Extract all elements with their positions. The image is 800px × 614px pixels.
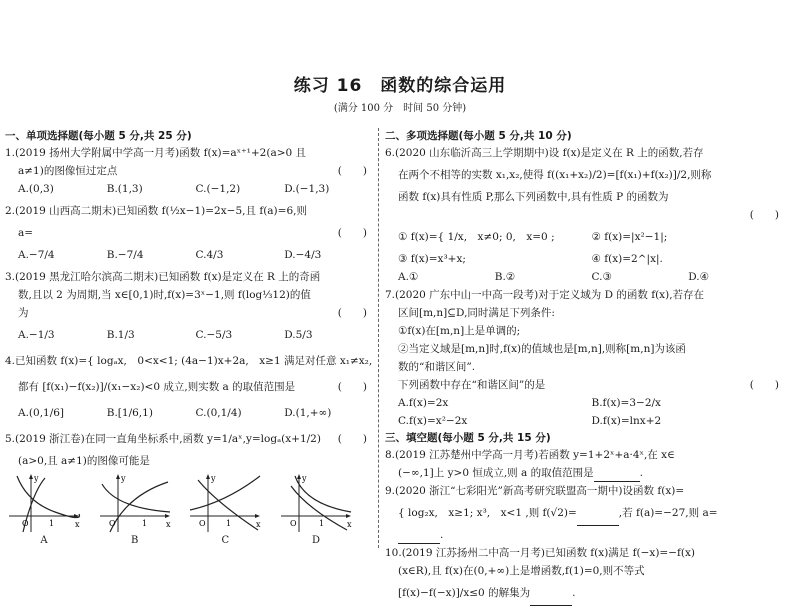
option-a[interactable]: A.(0,1/6] (18, 407, 65, 419)
svg-text:y: y (301, 474, 307, 483)
q6-items-row1 (385, 224, 785, 250)
q8-line1: 8.(2019 江苏楚州中学高一月考)若函数 y=1+2ˣ+a·4ˣ,在 x∈ (385, 449, 675, 461)
graph-d-label: D (311, 535, 320, 546)
q6-line2: 在两个不相等的实数 x₁,x₂,使得 f((x₁+x₂)/2)=[f(x₁)+f(x₂)]/2,则称 (398, 169, 712, 181)
graph-a-plot (5, 472, 83, 534)
svg-text:y: y (34, 474, 39, 483)
option-c[interactable]: C.4/3 (195, 249, 224, 261)
item-1: ① f(x)={ 1/x, x≠0; 0, x=0 ; (398, 231, 555, 243)
graph-c-label: C (221, 535, 230, 546)
q9-line3: . (385, 526, 785, 544)
option-c[interactable]: C.−5/3 (195, 329, 233, 341)
option-b[interactable]: B.[1/6,1) (106, 407, 153, 419)
question-3 (5, 268, 373, 348)
option-c[interactable]: C.(−1,2) (195, 183, 241, 195)
q8-line2: (−∞,1]上 y>0 恒成立,则 a 的取值范围是 . (385, 464, 785, 482)
section-single-choice-heading: 一、单项选择题(每小题 5 分,共 25 分) (5, 130, 192, 142)
graph-option-c[interactable] (186, 472, 264, 546)
item-4: ④ f(x)=2^|x|. (591, 253, 663, 265)
option-b[interactable]: B.−7/4 (106, 249, 144, 261)
question-8 (385, 446, 785, 482)
question-10 (385, 544, 785, 606)
answer-paren[interactable]: ( ) (337, 165, 367, 177)
option-b[interactable]: B.1/3 (106, 329, 135, 341)
option-b[interactable]: B.(1,3) (106, 183, 143, 195)
svg-text:O: O (22, 519, 29, 528)
question-9 (385, 482, 785, 544)
answer-blank[interactable] (594, 469, 640, 482)
q2-line1: 2.(2019 山西高二期末)已知函数 f(½x−1)=2x−5,且 f(a)=6,则 (5, 205, 307, 217)
q7-line5: 数的“和谐区间”. (398, 361, 476, 373)
answer-blank[interactable] (530, 593, 572, 606)
q10-line3: [f(x)−f(−x)]/x≤0 的解集为 . (385, 580, 785, 606)
option-d[interactable]: D.(−1,3) (284, 183, 330, 195)
option-d[interactable]: D.5/3 (284, 329, 313, 341)
q7-line1: 7.(2020 广东中山一中高一段考)对于定义域为 D 的函数 f(x),若存在 (385, 289, 705, 301)
svg-text:O: O (289, 519, 297, 528)
option-a[interactable]: A.① (398, 271, 419, 283)
option-d[interactable]: D.f(x)=lnx+2 (591, 415, 662, 427)
q10-line1: 10.(2019 江苏扬州二中高一月考)已知函数 f(x)满足 f(−x)=−f(x) (385, 547, 696, 559)
q3-line2: 数,且以 2 为周期,当 x∈[0,1)时,f(x)=3ˣ−1,则 f(log⅓12)的值 (18, 289, 311, 301)
svg-text:x: x (165, 520, 171, 529)
svg-text:x: x (256, 520, 261, 529)
question-6 (385, 144, 785, 286)
section-fill-in-heading: 三、填空题(每小题 5 分,共 15 分) (385, 432, 551, 444)
graph-b-label: B (130, 535, 139, 546)
left-column (5, 128, 373, 546)
q7-line3: ①f(x)在[m,n]上是单调的; (398, 325, 521, 337)
q2-line2: a= ( ) (5, 224, 373, 242)
svg-text:1: 1 (141, 519, 147, 528)
svg-text:x: x (346, 520, 352, 529)
svg-text:1: 1 (49, 519, 55, 528)
option-b[interactable]: B.② (494, 271, 516, 283)
graph-a-label: A (40, 535, 48, 546)
graph-option-d[interactable] (277, 472, 355, 546)
q7-options-row2 (385, 412, 785, 430)
q5-line2: (a>0,且 a≠1)的图像可能是 (18, 455, 150, 467)
answer-paren[interactable]: ( ) (749, 209, 779, 221)
item-2: ② f(x)=|x²−1|; (591, 231, 668, 243)
q7-line4: ②当定义域是[m,n]时,f(x)的值域也是[m,n],则称[m,n]为该函 (398, 343, 686, 355)
option-c[interactable]: C.③ (591, 271, 612, 283)
svg-text:y: y (120, 474, 126, 483)
answer-paren[interactable]: ( ) (749, 379, 779, 391)
q2-options (5, 242, 373, 268)
option-a[interactable]: A.(0,3) (18, 183, 54, 195)
q4-line2: 都有 [f(x₁)−f(x₂)]/(x₁−x₂)<0 成立,则实数 a 的取值范围是 ( ) (5, 374, 373, 400)
right-column (385, 128, 785, 606)
q10-line2: (x∈R),且 f(x)在(0,+∞)上是增函数,f(1)=0,则不等式 (398, 565, 645, 577)
q1-line1: 1.(2019 扬州大学附属中学高一月考)函数 f(x)=aˣ⁺¹+2(a>0 且 (5, 147, 307, 159)
q6-options (385, 268, 785, 286)
q3-options (5, 322, 373, 348)
question-1 (5, 144, 373, 198)
q1-line2: a≠1)的图像恒过定点 ( ) (5, 162, 373, 180)
q5-graph-options (5, 472, 355, 546)
q4-options (5, 400, 373, 426)
item-3: ③ f(x)=x³+x; (398, 253, 466, 265)
q3-line1: 3.(2019 黑龙江哈尔滨高二期末)已知函数 f(x)是定义在 R 上的奇函 (5, 271, 321, 283)
svg-text:O: O (199, 519, 206, 528)
q4-line1: 4.已知函数 f(x)={ logₐx, 0<x<1; (4a−1)x+2a, x≥1 满足对任意 x₁≠x₂, (5, 355, 373, 367)
option-a[interactable]: A.−7/4 (18, 249, 55, 261)
answer-paren[interactable]: ( ) (337, 227, 367, 239)
option-b[interactable]: B.f(x)=3−2/x (591, 397, 661, 409)
answer-blank-1[interactable] (577, 513, 619, 526)
option-d[interactable]: D.④ (688, 271, 710, 283)
q5-line1: 5.(2019 浙江卷)在同一直角坐标系中,函数 y=1/aˣ,y=logₐ(x+1/2) ( ) (5, 426, 373, 452)
question-2 (5, 198, 373, 268)
question-4 (5, 348, 373, 426)
graph-option-a[interactable] (5, 472, 83, 546)
option-a[interactable]: A.f(x)=2x (398, 397, 449, 409)
q7-line2: 区间[m,n]⊆D,同时满足下列条件: (398, 307, 555, 319)
question-7 (385, 286, 785, 430)
q9-line1: 9.(2020 浙江“七彩阳光”新高考研究联盟高一期中)设函数 f(x)= (385, 485, 685, 497)
answer-blank-2[interactable] (398, 531, 440, 544)
q3-line3: 为 ( ) (5, 304, 373, 322)
svg-text:y: y (211, 474, 216, 483)
graph-b-plot (96, 472, 174, 534)
q9-line2: { log₂x, x≥1; x³, x<1 ,则 f(√2)= ,若 f(a)=−27,则 a= (385, 500, 785, 526)
page-subtitle: (满分 100 分 时间 50 分钟) (333, 103, 467, 114)
question-5 (5, 426, 373, 546)
svg-text:x: x (75, 520, 80, 529)
graph-c-plot (186, 472, 264, 534)
answer-paren[interactable]: ( ) (337, 381, 367, 393)
section-multi-choice-heading: 二、多项选择题(每小题 5 分,共 10 分) (385, 130, 572, 142)
page-title: 练习 16 函数的综合运用 (293, 76, 507, 96)
svg-text:1: 1 (318, 519, 325, 528)
column-divider (378, 128, 379, 548)
option-a[interactable]: A.−1/3 (18, 329, 55, 341)
graph-d-plot (277, 472, 355, 534)
q6-line3: 函数 f(x)具有性质 P,那么下列函数中,具有性质 P 的函数为 (398, 191, 669, 203)
option-d[interactable]: D.−4/3 (284, 249, 322, 261)
q7-line6: 下列函数中存在“和谐区间”的是 ( ) (385, 376, 785, 394)
answer-paren[interactable]: ( ) (337, 307, 367, 319)
option-d[interactable]: D.(1,+∞) (284, 407, 332, 419)
answer-paren[interactable]: ( ) (337, 433, 367, 445)
q6-line3b (385, 206, 785, 224)
q1-options (5, 180, 373, 198)
svg-text:1: 1 (226, 519, 232, 528)
option-c[interactable]: C.f(x)=x²−2x (398, 415, 468, 427)
q6-items-row2 (385, 250, 785, 268)
svg-text:O: O (108, 519, 116, 528)
graph-option-b[interactable] (96, 472, 174, 546)
option-c[interactable]: C.(0,1/4) (195, 407, 242, 419)
q6-line1: 6.(2020 山东临沂高三上学期期中)设 f(x)是定义在 R 上的函数,若存 (385, 147, 704, 159)
q7-options-row1 (385, 394, 785, 412)
